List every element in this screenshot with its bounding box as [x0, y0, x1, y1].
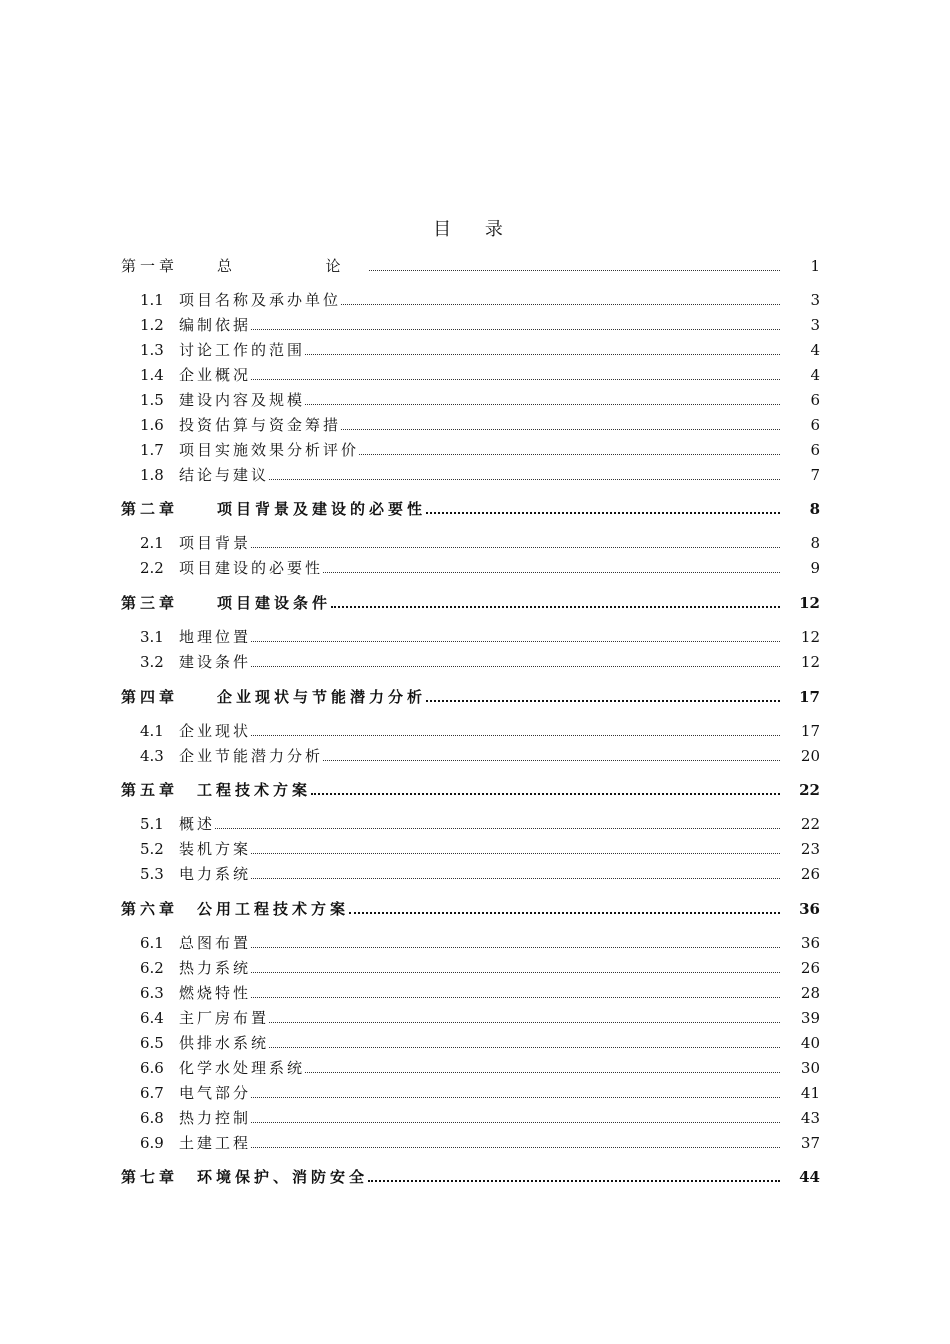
toc-number: 1.7	[140, 441, 164, 459]
toc-section-row[interactable]	[121, 1057, 820, 1077]
toc-page-number: 40	[800, 1034, 820, 1052]
toc-label: 总 论	[217, 257, 369, 275]
toc-leader-dots	[251, 665, 780, 667]
toc-label: 企业现状	[179, 722, 252, 740]
toc-number: 第一章	[121, 257, 179, 275]
toc-page-number: 37	[800, 1134, 820, 1152]
toc-number: 5.2	[140, 840, 164, 858]
toc-label: 概述	[179, 815, 216, 833]
toc-number: 第四章	[121, 688, 179, 706]
toc-page-number: 17	[799, 688, 820, 706]
toc-section-row[interactable]	[121, 364, 820, 384]
toc-leader-dots	[269, 1046, 780, 1048]
toc-leader-dots	[341, 428, 780, 430]
toc-leader-dots	[305, 353, 780, 355]
toc-chapter-row[interactable]	[121, 592, 820, 612]
toc-number: 1.2	[140, 316, 164, 334]
toc-section-row[interactable]	[121, 651, 820, 671]
toc-label: 化学水处理系统	[179, 1059, 306, 1077]
toc-page-number: 22	[800, 815, 820, 833]
toc-leader-dots	[251, 378, 780, 380]
toc-label: 燃烧特性	[179, 984, 252, 1002]
toc-number: 第三章	[121, 594, 179, 612]
toc-section-row[interactable]	[121, 745, 820, 765]
toc-leader-dots	[331, 605, 780, 608]
toc-page-number: 7	[810, 466, 820, 484]
toc-label: 编制依据	[179, 316, 252, 334]
toc-label: 项目实施效果分析评价	[179, 441, 360, 459]
toc-leader-dots	[251, 1096, 780, 1098]
toc-label: 土建工程	[179, 1134, 252, 1152]
toc-leader-dots	[341, 303, 780, 305]
toc-label: 电力系统	[179, 865, 252, 883]
toc-label: 供排水系统	[179, 1034, 270, 1052]
toc-label: 企业现状与节能潜力分析	[217, 688, 427, 706]
toc-label: 建设条件	[179, 653, 252, 671]
toc-section-row[interactable]	[121, 1107, 820, 1127]
toc-number: 6.8	[140, 1109, 164, 1127]
toc-section-row[interactable]	[121, 557, 820, 577]
toc-number: 3.2	[140, 653, 164, 671]
toc-number: 第五章	[121, 781, 179, 799]
toc-label: 主厂房布置	[179, 1009, 270, 1027]
toc-number: 第七章	[121, 1168, 179, 1186]
toc-label: 地理位置	[179, 628, 252, 646]
toc-page-number: 17	[800, 722, 820, 740]
toc-label: 项目建设条件	[217, 594, 332, 612]
toc-leader-dots	[269, 478, 780, 480]
toc-label: 项目背景	[179, 534, 252, 552]
toc-label: 讨论工作的范围	[179, 341, 306, 359]
toc-label: 结论与建议	[179, 466, 270, 484]
toc-page-number: 23	[800, 840, 820, 858]
toc-chapter-row[interactable]	[121, 686, 820, 706]
toc-label: 项目名称及承办单位	[179, 291, 342, 309]
toc-number: 1.5	[140, 391, 164, 409]
toc-number: 3.1	[140, 628, 164, 646]
toc-leader-dots	[368, 1179, 780, 1182]
toc-page-number: 4	[810, 366, 820, 384]
toc-leader-dots	[251, 640, 780, 642]
toc-leader-dots	[426, 511, 780, 514]
toc-chapter-row[interactable]	[121, 255, 820, 275]
toc-section-row[interactable]	[121, 464, 820, 484]
toc-leader-dots	[269, 1021, 780, 1023]
toc-number: 6.7	[140, 1084, 164, 1102]
toc-label: 建设内容及规模	[179, 391, 306, 409]
toc-number: 1.3	[140, 341, 164, 359]
toc-page-number: 20	[800, 747, 820, 765]
toc-leader-dots	[215, 827, 780, 829]
toc-page-number: 41	[800, 1084, 820, 1102]
toc-section-row[interactable]	[121, 339, 820, 359]
toc-page-number: 36	[800, 934, 820, 952]
toc-number: 4.3	[140, 747, 164, 765]
toc-chapter-row[interactable]	[121, 898, 820, 918]
toc-section-row[interactable]	[121, 439, 820, 459]
toc-page-number: 36	[799, 900, 820, 918]
toc-section-row[interactable]	[121, 838, 820, 858]
toc-chapter-row[interactable]	[121, 1166, 820, 1186]
toc-leader-dots	[311, 792, 780, 795]
toc-page-number: 8	[810, 534, 820, 552]
toc-section-row[interactable]	[121, 626, 820, 646]
toc-number: 4.1	[140, 722, 164, 740]
toc-page-number: 28	[800, 984, 820, 1002]
toc-number: 5.1	[140, 815, 164, 833]
toc-leader-dots	[349, 911, 780, 914]
toc-leader-dots	[251, 1121, 780, 1123]
toc-page-number: 39	[800, 1009, 820, 1027]
toc-section-row[interactable]	[121, 289, 820, 309]
toc-label: 项目建设的必要性	[179, 559, 324, 577]
toc-section-row[interactable]	[121, 982, 820, 1002]
toc-leader-dots	[251, 1146, 780, 1148]
toc-leader-dots	[305, 403, 780, 405]
toc-number: 6.9	[140, 1134, 164, 1152]
toc-page-number: 1	[810, 257, 820, 275]
toc-label: 公用工程技术方案	[197, 900, 350, 918]
toc-section-row[interactable]	[121, 389, 820, 409]
toc-number: 1.8	[140, 466, 164, 484]
toc-section-row[interactable]	[121, 414, 820, 434]
toc-number: 1.1	[140, 291, 164, 309]
toc-section-row[interactable]	[121, 957, 820, 977]
toc-number: 1.6	[140, 416, 164, 434]
toc-page-number: 26	[800, 865, 820, 883]
toc-label: 热力系统	[179, 959, 252, 977]
toc-label: 投资估算与资金筹措	[179, 416, 342, 434]
toc-page-number: 43	[800, 1109, 820, 1127]
toc-leader-dots	[305, 1071, 780, 1073]
toc-leader-dots	[251, 734, 780, 736]
toc-number: 6.3	[140, 984, 164, 1002]
toc-section-row[interactable]	[121, 720, 820, 740]
toc-chapter-row[interactable]	[121, 498, 820, 518]
toc-page-number: 6	[810, 391, 820, 409]
toc-number: 6.5	[140, 1034, 164, 1052]
toc-leader-dots	[359, 453, 780, 455]
toc-section-row[interactable]	[121, 1132, 820, 1152]
toc-page-number: 44	[799, 1168, 820, 1186]
toc-page-number: 12	[799, 594, 820, 612]
toc-page-number: 8	[809, 500, 820, 518]
toc-leader-dots	[323, 759, 780, 761]
toc-section-row[interactable]	[121, 1007, 820, 1027]
toc-leader-dots	[426, 699, 780, 702]
toc-section-row[interactable]	[121, 532, 820, 552]
page-title: 目 录	[433, 219, 517, 240]
toc-label: 电气部分	[179, 1084, 252, 1102]
toc-label: 环境保护、消防安全	[197, 1168, 369, 1186]
toc-page-number: 12	[800, 628, 820, 646]
toc-number: 6.4	[140, 1009, 164, 1027]
toc-leader-dots	[251, 852, 780, 854]
toc-section-row[interactable]	[121, 863, 820, 883]
toc-page-number: 30	[800, 1059, 820, 1077]
toc-number: 6.6	[140, 1059, 164, 1077]
toc-leader-dots	[369, 269, 780, 271]
toc-section-row[interactable]	[121, 1032, 820, 1052]
toc-leader-dots	[251, 996, 780, 998]
toc-chapter-row[interactable]	[121, 779, 820, 799]
toc-label: 项目背景及建设的必要性	[217, 500, 427, 518]
toc-leader-dots	[251, 971, 780, 973]
toc-leader-dots	[323, 571, 780, 573]
toc-label: 热力控制	[179, 1109, 252, 1127]
toc-number: 第六章	[121, 900, 179, 918]
toc-leader-dots	[251, 946, 780, 948]
toc-leader-dots	[251, 328, 780, 330]
toc-page-number: 12	[800, 653, 820, 671]
toc-page-number: 3	[810, 316, 820, 334]
toc-page-number: 26	[800, 959, 820, 977]
toc-label: 总图布置	[179, 934, 252, 952]
toc-section-row[interactable]	[121, 813, 820, 833]
toc-number: 6.2	[140, 959, 164, 977]
toc-section-row[interactable]	[121, 314, 820, 334]
toc-label: 工程技术方案	[197, 781, 312, 799]
toc-number: 5.3	[140, 865, 164, 883]
toc-number: 1.4	[140, 366, 164, 384]
toc-page-number: 3	[810, 291, 820, 309]
toc-page-number: 22	[799, 781, 820, 799]
toc-page-number: 4	[810, 341, 820, 359]
toc-label: 装机方案	[179, 840, 252, 858]
toc-number: 2.1	[140, 534, 164, 552]
toc-number: 6.1	[140, 934, 164, 952]
toc-label: 企业概况	[179, 366, 252, 384]
toc-section-row[interactable]	[121, 1082, 820, 1102]
toc-leader-dots	[251, 546, 780, 548]
toc-section-row[interactable]	[121, 932, 820, 952]
toc-page-number: 9	[810, 559, 820, 577]
toc-label: 企业节能潜力分析	[179, 747, 324, 765]
toc-leader-dots	[251, 877, 780, 879]
toc-number: 第二章	[121, 500, 179, 518]
toc-page-number: 6	[810, 441, 820, 459]
toc-page-number: 6	[810, 416, 820, 434]
toc-number: 2.2	[140, 559, 164, 577]
